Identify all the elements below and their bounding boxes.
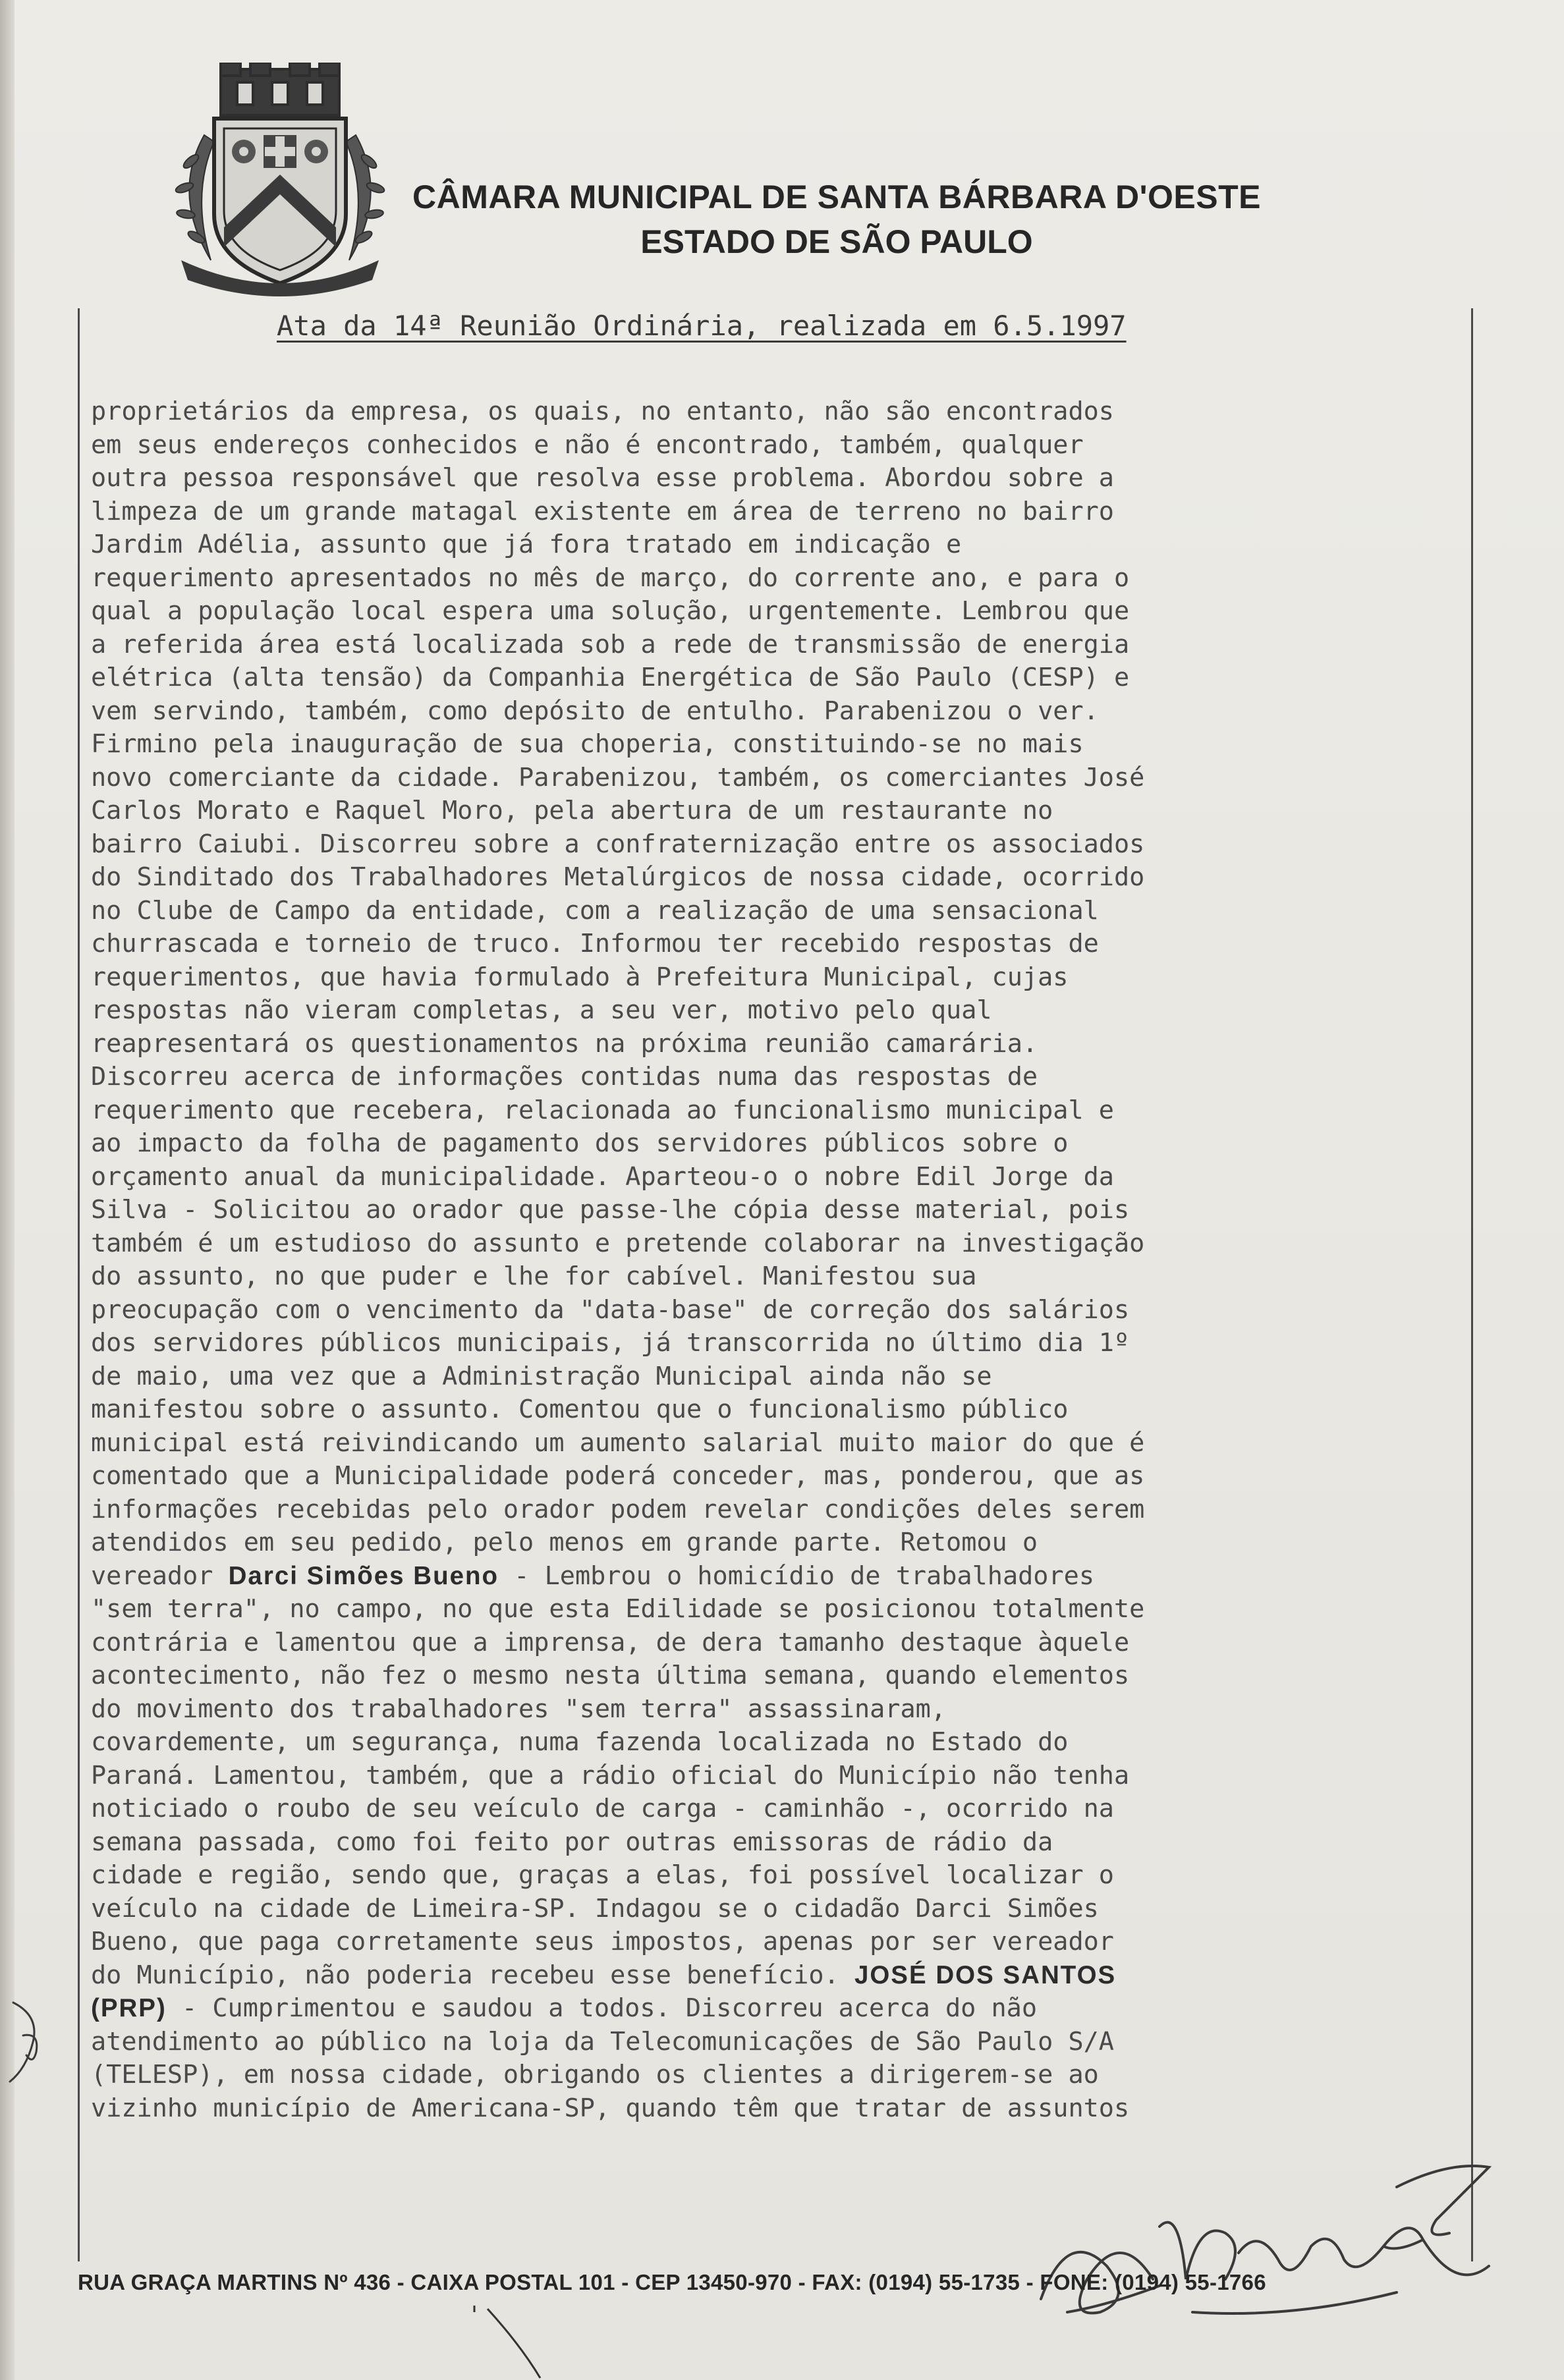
body-line: noticiado o roubo de seu veículo de carga - caminhão -, ocorrido na xyxy=(91,1794,1114,1823)
body-line: atendimento ao público na loja da Telecomunicações de São Paulo S/A xyxy=(91,2026,1114,2057)
body-line: do assunto, no que puder e lhe for cabível. Manifestou sua xyxy=(91,1261,977,1291)
body-line: informações recebidas pelo orador podem revelar condições deles serem xyxy=(91,1494,1145,1524)
body-line: veículo na cidade de Limeira-SP. Indagou se o cidadão Darci Simões xyxy=(91,1893,1099,1923)
body-line: requerimento que recebera, relacionada ao funcionalismo municipal e xyxy=(91,1095,1114,1125)
body-line: novo comerciante da cidade. Parabenizou, também, os comerciantes José xyxy=(91,762,1145,792)
body-line: bairro Caiubi. Discorreu sobre a confraternização entre os associados xyxy=(91,829,1145,859)
body-line: semana passada, como foi feito por outras emissoras de rádio da xyxy=(91,1827,1053,1857)
margin-initials-icon xyxy=(0,1989,59,2095)
body-line: Paraná. Lamentou, também, que a rádio oficial do Município não tenha xyxy=(91,1760,1130,1790)
speaker-name: (PRP) xyxy=(91,1994,167,2022)
body-line: outra pessoa responsável que resolva esse problema. Abordou sobre a xyxy=(91,463,1114,493)
body-line: vem servindo, também, como depósito de entulho. Parabenizou o ver. xyxy=(91,696,1099,726)
body-line: respostas não vieram completas, a seu ver, motivo pelo qual xyxy=(91,995,992,1025)
body-line: vereador Darci Simões Bueno - Lembrou o homicídio de trabalhadores xyxy=(91,1561,1095,1591)
body-line: do Município, não poderia recebeu esse benefício. JOSÉ DOS SANTOS xyxy=(91,1960,1117,1990)
body-line: Carlos Morato e Raquel Moro, pela abertura de um restaurante no xyxy=(91,796,1053,825)
institution-name: CÂMARA MUNICIPAL DE SANTA BÁRBARA D'OESTE xyxy=(412,179,1261,215)
body-line: preocupação com o vencimento da "data-base" de correção dos salários xyxy=(91,1294,1130,1325)
body-line: qual a população local espera uma solução, urgentemente. Lembrou que xyxy=(91,596,1130,626)
frame-line-left xyxy=(78,308,80,2261)
body-line: também é um estudioso do assunto e pretende colaborar na investigação xyxy=(91,1228,1145,1258)
footer-address: RUA GRAÇA MARTINS Nº 436 - CAIXA POSTAL 101 - CEP 13450-970 - FAX: (0194) 55-1735 - FONE: (0194) 55-1766 xyxy=(78,2270,1266,2294)
body-line: contrária e lamentou que a imprensa, de dera tamanho destaque àquele xyxy=(91,1627,1130,1657)
body-line: Firmino pela inauguração de sua choperia, constituindo-se no mais xyxy=(91,729,1084,759)
body-line: orçamento anual da municipalidade. Aparteou-o o nobre Edil Jorge da xyxy=(91,1161,1114,1192)
speaker-name: Darci Simões Bueno xyxy=(228,1561,499,1590)
handwritten-signature-icon xyxy=(1028,2147,1502,2345)
body-line: (TELESP), em nossa cidade, obrigando os clientes a dirigerem-se ao xyxy=(91,2060,1099,2089)
body-line: cidade e região, sendo que, graças a elas, foi possível localizar o xyxy=(91,1860,1114,1890)
frame-line-right xyxy=(1471,308,1473,2261)
state-name: ESTADO DE SÃO PAULO xyxy=(640,223,1033,260)
body-line: manifestou sobre o assunto. Comentou que o funcionalismo público xyxy=(91,1395,1069,1424)
body-line: (PRP) - Cumprimentou e saudou a todos. Discorreu acerca do não xyxy=(91,1993,1038,2023)
body-line: no Clube de Campo da entidade, com a realização de uma sensacional xyxy=(91,895,1099,926)
body-line: "sem terra", no campo, no que esta Edilidade se posicionou totalmente xyxy=(91,1594,1145,1624)
pen-stroke-icon xyxy=(461,2306,593,2380)
body-line: a referida área está localizada sob a rede de transmissão de energia xyxy=(91,629,1130,659)
body-line: do movimento dos trabalhadores "sem terra" assassinaram, xyxy=(91,1694,947,1724)
body-line: requerimento apresentados no mês de março, do corrente ano, e para o xyxy=(91,563,1130,593)
body-line: vizinho município de Americana-SP, quando têm que tratar de assuntos xyxy=(91,2093,1130,2123)
body-line: do Sinditado dos Trabalhadores Metalúrgicos de nossa cidade, ocorrido xyxy=(91,862,1145,892)
speaker-name: JOSÉ DOS SANTOS xyxy=(854,1960,1117,1989)
body-line: acontecimento, não fez o mesmo nesta última semana, quando elementos xyxy=(91,1661,1130,1690)
body-line: ao impacto da folha de pagamento dos servidores públicos sobre o xyxy=(91,1128,1069,1158)
session-title: Ata da 14ª Reunião Ordinária, realizada em 6.5.1997 xyxy=(277,310,1127,342)
body-line: atendidos em seu pedido, pelo menos em grande parte. Retomou o xyxy=(91,1528,1038,1557)
body-line: churrascada e torneio de truco. Informou ter recebido respostas de xyxy=(91,929,1099,958)
body-line: covardemente, um segurança, numa fazenda localizada no Estado do xyxy=(91,1727,1069,1757)
minutes-body xyxy=(91,395,1471,2125)
body-line: Jardim Adélia, assunto que já fora tratado em indicação e xyxy=(91,530,962,559)
body-line: requerimentos, que havia formulado à Prefeitura Municipal, cujas xyxy=(91,962,1069,992)
body-line: limpeza de um grande matagal existente em área de terreno no bairro xyxy=(91,496,1114,526)
body-line: comentado que a Municipalidade poderá conceder, mas, ponderou, que as xyxy=(91,1461,1145,1491)
body-line: reapresentará os questionamentos na próxima reunião camarária. xyxy=(91,1028,1038,1059)
municipal-coat-of-arms-icon xyxy=(165,63,395,300)
body-line: em seus endereços conhecidos e não é encontrado, também, qualquer xyxy=(91,429,1084,460)
body-line: Discorreu acerca de informações contidas numa das respostas de xyxy=(91,1062,1038,1092)
body-line: de maio, uma vez que a Administração Municipal ainda não se xyxy=(91,1361,992,1391)
body-line: proprietários da empresa, os quais, no entanto, não são encontrados xyxy=(91,397,1114,426)
body-line: Bueno, que paga corretamente seus impostos, apenas por ser vereador xyxy=(91,1927,1114,1956)
body-line: elétrica (alta tensão) da Companhia Energética de São Paulo (CESP) e xyxy=(91,663,1130,692)
body-line: dos servidores públicos municipais, já transcorrida no último dia 1º xyxy=(91,1328,1130,1358)
body-line: Silva - Solicitou ao orador que passe-lhe cópia desse material, pois xyxy=(91,1195,1130,1225)
body-line: municipal está reivindicando um aumento salarial muito maior do que é xyxy=(91,1427,1145,1458)
